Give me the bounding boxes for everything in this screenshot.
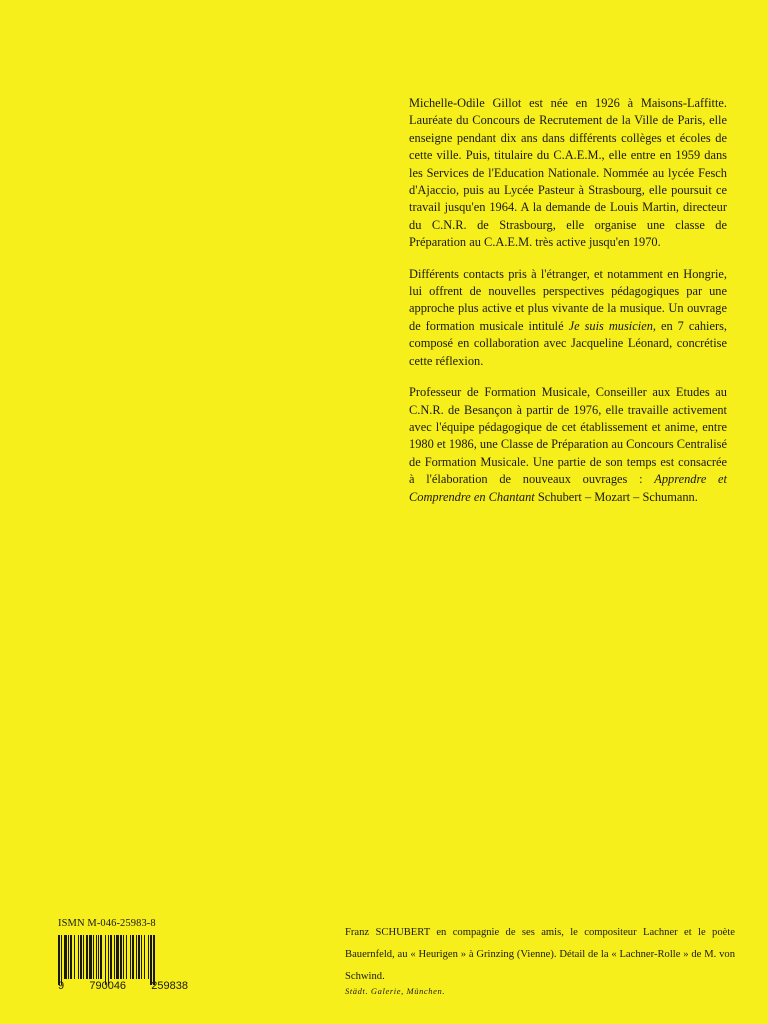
biography-paragraph-2 [409,266,727,370]
barcode-bar [136,935,137,979]
barcode-bar [144,935,145,979]
book-title-je-suis-musicien: Je suis musicien, [568,318,656,333]
barcode-bar [80,935,82,979]
barcode-bar [120,935,122,979]
barcode-bar [70,935,72,979]
biography-paragraph-1-text: Michelle-Odile Gillot est née en 1926 à Maisons-Laffitte. Lauréate du Concours de Recrutement de la Ville de Paris, elle enseigne pendant dix ans dans différents collèges et écoles de cette ville. Puis, titulaire du C.A.E.M., elle entre en 1959 dans les Services de l'Education Nationale. Nommée au lycée Fesch d'Ajaccio, puis au Lycée Pasteur à Strasbourg, elle poursuit ce travail jusqu'en 1964. A la demande de Louis Martin, directeur du C.N.R. de Strasbourg, elle organise une classe de Préparation au C.A.E.M. très active jusqu'en 1970. [409,96,727,250]
barcode-bar [116,935,119,979]
barcode-bar [83,935,84,979]
barcode-bar [141,935,142,979]
barcode-bar [93,935,94,979]
barcode-digits [58,980,188,992]
biography-paragraph-2-text-after: en 7 cahiers, composé en collaboration avec Jacqueline Léonard, concrétise cette réflexion. [409,318,728,368]
biography-paragraph-3-text-before: Professeur de Formation Musicale, Conseiller aux Etudes au C.N.R. de Besançon à partir de 1976, elle travaille activement avec l'équipe pédagogique de cet établissement et anime, entre 1980 et 1986, une Classe de Préparation au Concours Centralisé de Formation Musicale. Une partie de son temps est consacrée à l'élaboration de nouveaux ouvrages : [409,385,727,487]
barcode-bar [123,935,124,979]
barcode-bar [153,935,155,985]
ismn-label: ISMN M-046-25983-8 [58,918,156,929]
biography-text [409,95,727,520]
biography-paragraph-3 [409,384,727,506]
barcode-bar [64,935,67,979]
barcode-digit-group-2: 259838 [151,980,188,992]
barcode-bar [130,935,131,979]
book-title-apprendre-et-comprendre: Apprendre et Comprendre en Chantant [409,472,727,504]
barcode-bar [108,935,109,985]
barcode-bar [138,935,140,979]
biography-paragraph-2-text-before: Différents contacts pris à l'étranger, et notamment en Hongrie, lui offrent de nouvelles perspectives pédagogiques par une approche plus active et plus vivante de la musique. Un ouvrage de formation musicale intitulé [409,266,727,333]
barcode-bar [58,935,60,985]
image-credit: Städt. Galerie, München. [345,986,446,996]
barcode-bar [126,935,127,979]
barcode-bar [105,935,106,985]
barcode-bar [114,935,115,979]
illustration-caption-text: Franz SCHUBERT en compagnie de ses amis, le compositeur Lachner et le poète Bauernfeld, au « Heurigen » à Grinzing (Vienne). Détail de la « Lachner-Rolle » de M. von Schwind. [345,927,735,982]
biography-paragraph-3-text-after: Schubert – Mozart – Schumann. [534,489,698,504]
barcode-bar [98,935,99,979]
barcode-bar [68,935,69,979]
illustration-caption [345,922,735,988]
barcode-bar [61,935,62,985]
barcode-bar [132,935,134,979]
barcode-bar [86,935,88,979]
barcode-bar [148,935,149,979]
barcode-bar [89,935,92,979]
barcode-digit-prefix: 9 [58,980,65,992]
barcode-bar [150,935,152,985]
barcode-bar [96,935,97,979]
ismn-barcode-block [58,918,188,992]
barcode-bar [78,935,79,979]
barcode [58,935,186,985]
barcode-bar [100,935,102,979]
barcode-digit-group-1: 790046 [89,980,127,992]
barcode-bar [110,935,112,979]
biography-paragraph-1 [409,95,727,252]
barcode-bar [74,935,75,979]
